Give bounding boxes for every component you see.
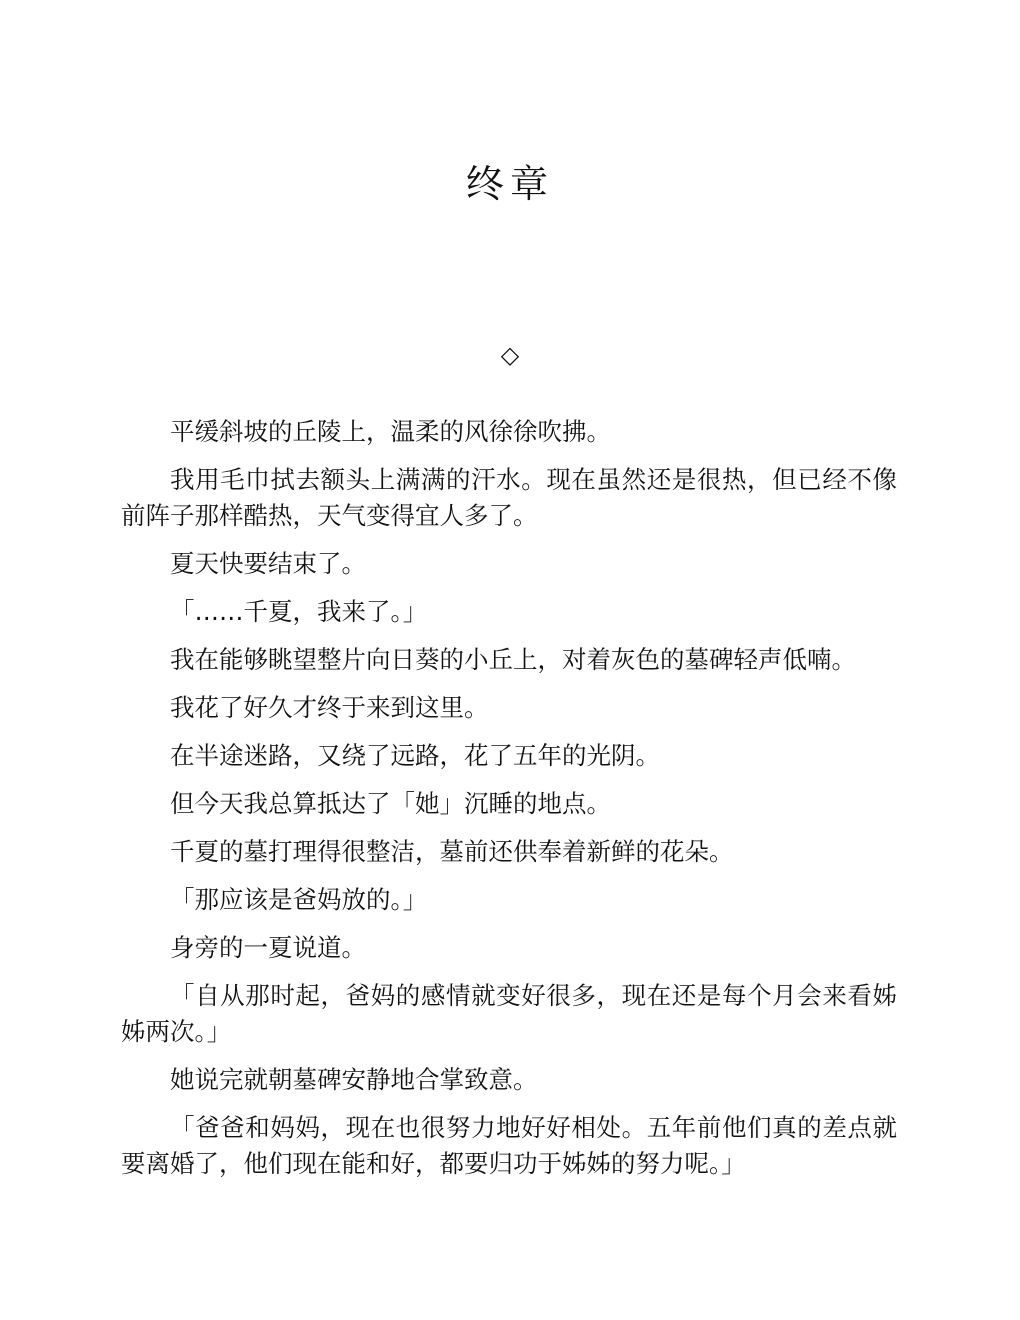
section-separator-diamond-icon: ◇ bbox=[500, 341, 520, 369]
paragraph: 「……千夏，我来了。」 bbox=[170, 597, 428, 626]
paragraph: 平缓斜坡的丘陵上，温柔的风徐徐吹拂。 bbox=[170, 417, 611, 446]
chapter-body bbox=[121, 414, 897, 1194]
paragraph: 身旁的一夏说道。 bbox=[170, 933, 366, 962]
paragraph: 在半途迷路，又绕了远路，花了五年的光阴。 bbox=[170, 741, 660, 770]
paragraph: 我花了好久才终于来到这里。 bbox=[170, 693, 489, 722]
paragraph: 夏天快要结束了。 bbox=[170, 549, 366, 578]
paragraph: 「自从那时起，爸妈的感情就变好很多，现在还是每个月会来看姊姊两次。」 bbox=[121, 981, 897, 1046]
paragraph: 「那应该是爸妈放的。」 bbox=[170, 885, 428, 914]
chapter-title: 终章 bbox=[465, 162, 554, 206]
paragraph: 我用毛巾拭去额头上满满的汗水。现在虽然还是很热，但已经不像前阵子那样酷热，天气变得宜人多了。 bbox=[121, 465, 897, 530]
paragraph: 她说完就朝墓碑安静地合掌致意。 bbox=[170, 1065, 538, 1094]
paragraph: 「爸爸和妈妈，现在也很努力地好好相处。五年前他们真的差点就要离婚了，他们现在能和好，都要归功于姊姊的努力呢。」 bbox=[121, 1113, 897, 1178]
paragraph: 千夏的墓打理得很整洁，墓前还供奉着新鲜的花朵。 bbox=[170, 837, 734, 866]
paragraph: 但今天我总算抵达了「她」沉睡的地点。 bbox=[170, 789, 611, 818]
paragraph: 我在能够眺望整片向日葵的小丘上，对着灰色的墓碑轻声低喃。 bbox=[170, 645, 856, 674]
